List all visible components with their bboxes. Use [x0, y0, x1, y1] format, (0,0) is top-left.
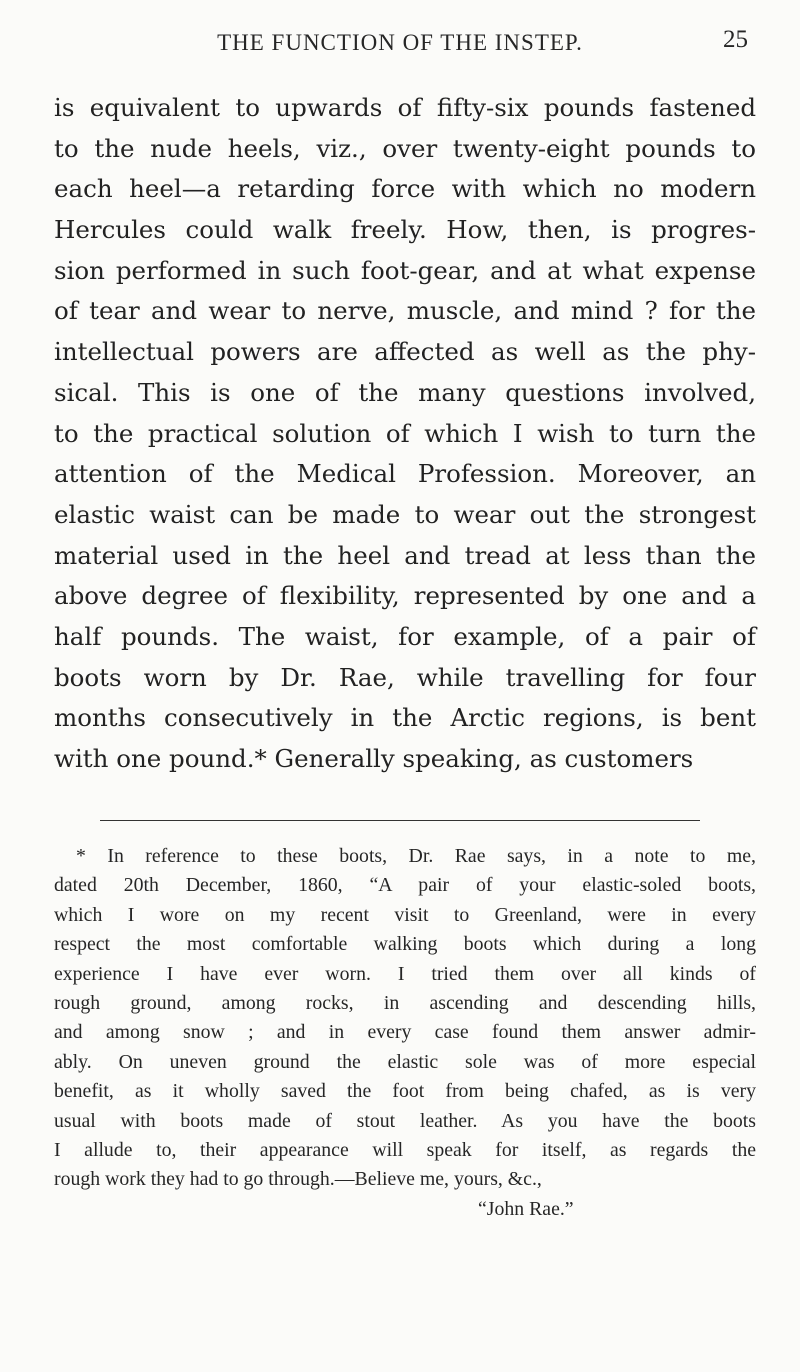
- footnote-line: and among snow ; and in every case found them answer admir-: [54, 1021, 756, 1044]
- footnote-divider: [100, 820, 700, 821]
- body-line: material used in the heel and tread at less than the: [54, 540, 756, 570]
- footnote-line: rough work they had to go through.—Believe me, yours, &c.,: [54, 1168, 542, 1191]
- body-line: to the practical solution of which I wish to turn the: [54, 418, 756, 448]
- body-line: attention of the Medical Profession. Moreover, an: [54, 459, 756, 489]
- running-head: THE FUNCTION OF THE INSTEP.: [217, 30, 583, 55]
- body-line: sical. This is one of the many questions involved,: [54, 377, 756, 407]
- body-line: of tear and wear to nerve, muscle, and mind ? for the: [54, 296, 756, 326]
- body-line: intellectual powers are affected as well as the phy-: [54, 337, 756, 367]
- body-text: [54, 88, 756, 780]
- body-line: elastic waist can be made to wear out the strongest: [54, 499, 756, 529]
- body-line: to the nude heels, viz., over twenty-eight pounds to: [54, 133, 756, 163]
- footnote-line: rough ground, among rocks, in ascending and descending hills,: [54, 991, 756, 1014]
- footnote-line: usual with boots made of stout leather. As you have the boots: [54, 1109, 756, 1132]
- footnote: [54, 842, 756, 1224]
- footnote-line: experience I have ever worn. I tried them over all kinds of: [54, 962, 756, 985]
- body-line: sion performed in such foot-gear, and at what expense: [54, 255, 756, 285]
- body-line: each heel—a retarding force with which no modern: [54, 174, 756, 204]
- footnote-line: respect the most comfortable walking boots which during a long: [54, 933, 756, 956]
- footnote-line: * In reference to these boots, Dr. Rae says, in a note to me,: [76, 845, 756, 867]
- footnote-line: ably. On uneven ground the elastic sole was of more especial: [54, 1050, 756, 1073]
- footnote-line: benefit, as it wholly saved the foot from being chafed, as is very: [54, 1080, 756, 1103]
- footnote-line: which I wore on my recent visit to Greenland, were in every: [54, 903, 756, 926]
- body-line: with one pound.* Generally speaking, as customers: [54, 744, 694, 773]
- footnote-line: dated 20th December, 1860, “A pair of your elastic-soled boots,: [54, 874, 756, 897]
- footnote-line: I allude to, their appearance will speak for itself, as regards the: [54, 1138, 756, 1161]
- body-line: boots worn by Dr. Rae, while travelling for four: [54, 662, 756, 692]
- page-number: 25: [723, 26, 748, 53]
- body-line: above degree of flexibility, represented by one and a: [54, 581, 756, 611]
- body-line: Hercules could walk freely. How, then, is progres-: [54, 215, 756, 245]
- footnote-signature: “John Rae.”: [478, 1197, 574, 1220]
- body-line: months consecutively in the Arctic regions, is bent: [54, 703, 756, 733]
- body-line: is equivalent to upwards of fifty-six pounds fastened: [54, 93, 756, 122]
- body-line: half pounds. The waist, for example, of a pair of: [54, 621, 756, 651]
